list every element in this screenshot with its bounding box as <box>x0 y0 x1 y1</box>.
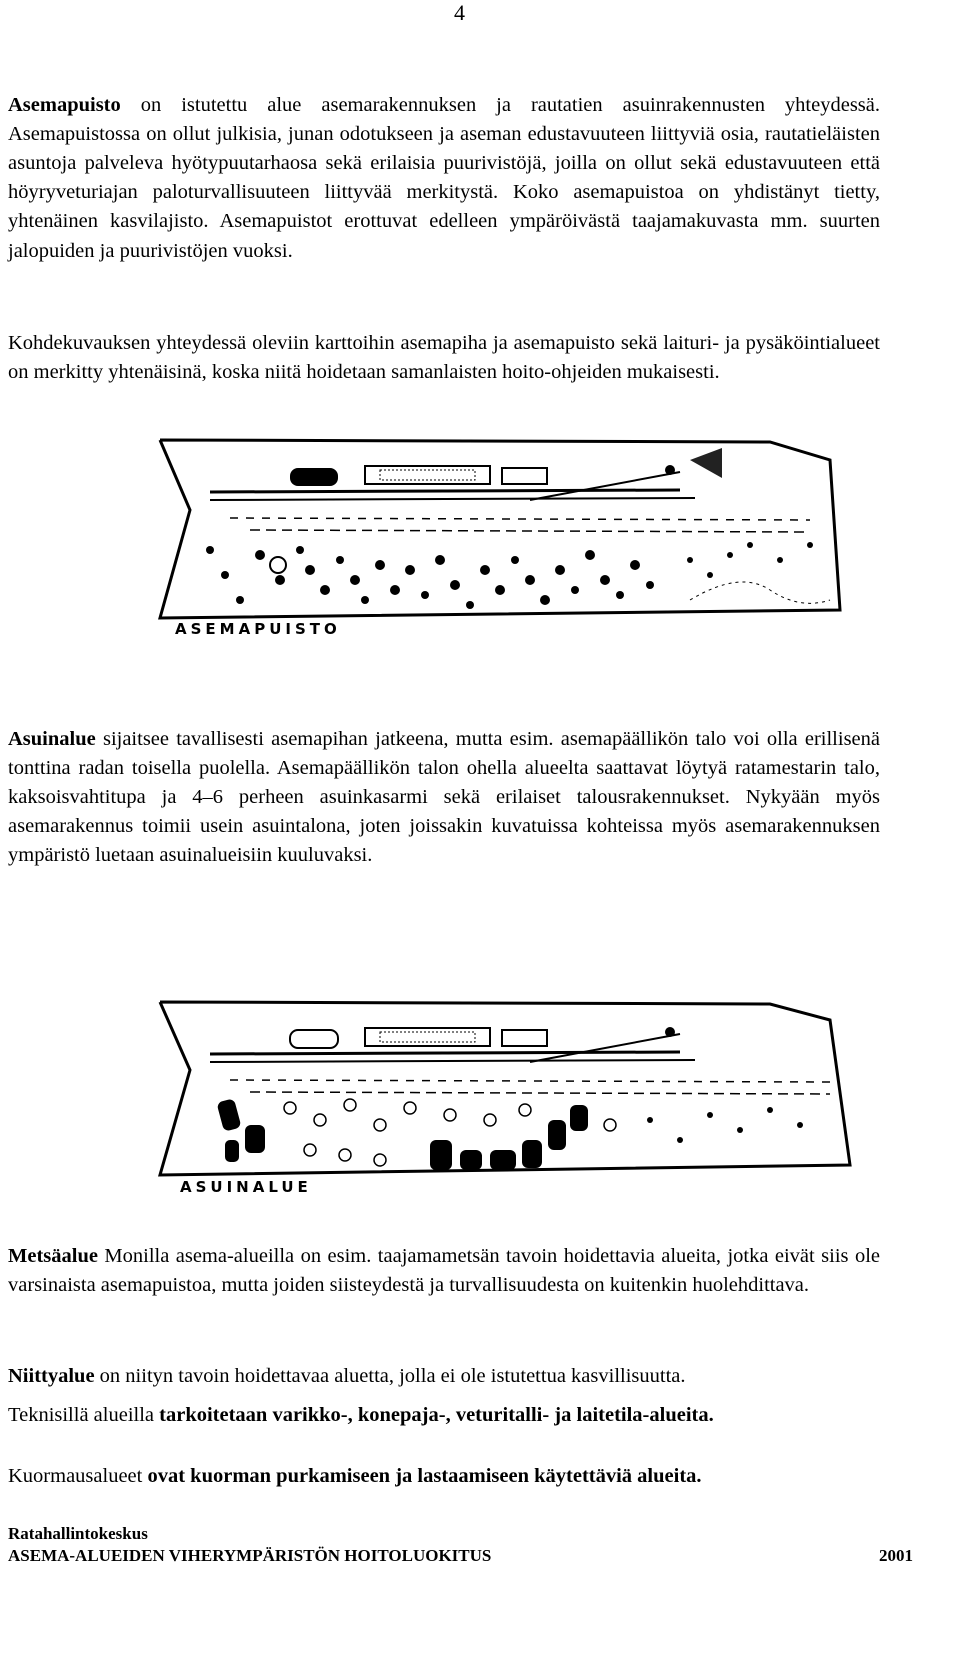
term-asuinalue: Asuinalue <box>8 727 96 750</box>
text-asemapuisto: on istutettu alue asemarakennuksen ja rautatien asuinrakennusten yhteydessä. Asemapuistossa on ollut julkisia, junan odotukseen ja aseman edustavuuteen liittyviä osia, rautatieläisten asuntoja palveleva hyötypuutarhaosa sekä erilaisia puurivistöjä, joilla on ollut sekä edustavuuteen että höyryveturiajan paloturvallisuuteen liittyvää merkitystä. Koko asemapuistoa on yhdistänyt tietty, yhtenäinen kasvilajisto. Asemapuistot erottuvat edelleen ympäröivästä taajamakuvasta mm. suurten jalopuiden ja puurivistöjen vuoksi. <box>8 93 880 262</box>
text-metsaalue: Monilla asema-alueilla on esim. taajamametsän tavoin hoidettavia alueita, jotka eivät siis ole varsinaista asemapuistoa, mutta joiden siisteydestä ja turvallisuudesta on kuitenkin huolehdittava. <box>8 1244 880 1296</box>
paragraph-asemapuisto <box>8 91 880 266</box>
paragraph-metsaalue <box>8 1242 880 1300</box>
figure-caption-asuinalue: ASUINALUE <box>180 1178 312 1196</box>
figure-asemapuisto <box>150 430 920 650</box>
footer-year: 2001 <box>879 1546 913 1565</box>
term-metsaalue: Metsäalue <box>8 1244 98 1267</box>
footer-org: Ratahallintokeskus <box>8 1524 148 1543</box>
page-number: 4 <box>454 0 465 25</box>
text-niittyalue: on niityn tavoin hoidettavaa aluetta, jolla ei ole istutettua kasvillisuutta. <box>94 1364 686 1387</box>
term-niittyalue: Niittyalue <box>8 1364 95 1387</box>
text-tekniset-bold: tarkoitetaan varikko-, konepaja-, veturitalli- ja laitetila-alueita. <box>159 1403 714 1426</box>
figure-caption-asemapuisto: ASEMAPUISTO <box>175 620 341 638</box>
text-tekniset-plain: Teknisillä alueilla <box>8 1403 160 1426</box>
paragraph-niittyalue <box>8 1362 880 1391</box>
paragraph-kohdekuvaus <box>8 329 880 387</box>
paragraph-tekniset <box>8 1401 880 1430</box>
text-kuormaus-bold: ovat kuorman purkamiseen ja lastaamiseen käytettäviä alueita. <box>147 1464 702 1487</box>
text-kuormaus-plain: Kuormausalueet <box>8 1464 148 1487</box>
text-kohdekuvaus: Kohdekuvauksen yhteydessä oleviin karttoihin asemapiha ja asemapuisto sekä laituri- ja pysäköintialueet on merkitty yhtenäisinä, koska niitä hoidetaan samanlaisten hoito-ohjeiden mukaisesti. <box>8 331 880 383</box>
figure-asuinalue <box>150 990 920 1205</box>
asuinalue-map-drawing <box>150 990 920 1205</box>
text-asuinalue: sijaitsee tavallisesti asemapihan jatkeena, mutta esim. asemapäällikön talo voi olla erillisenä tonttina radan toisella puolella. Asemapäällikön talon ohella alueelta saattavat löytyä ratamestarin talo, kaksoisvahtitupa ja 4–6 perheen asuinkasarmi sekä erilaiset talousrakennukset. Nykyään myös asemarakennus toimii usein asuintalona, joten joissakin kuvatuissa kohteissa myös asemarakennuksen ympäristö luetaan asuinalueisiin kuuluvaksi. <box>8 727 880 867</box>
asemapuisto-map-drawing <box>150 430 920 650</box>
term-asemapuisto: Asemapuisto <box>8 93 121 116</box>
paragraph-asuinalue <box>8 725 880 871</box>
footer-title: ASEMA-ALUEIDEN VIHERYMPÄRISTÖN HOITOLUOKITUS <box>8 1546 492 1565</box>
paragraph-kuormaus <box>8 1462 880 1491</box>
